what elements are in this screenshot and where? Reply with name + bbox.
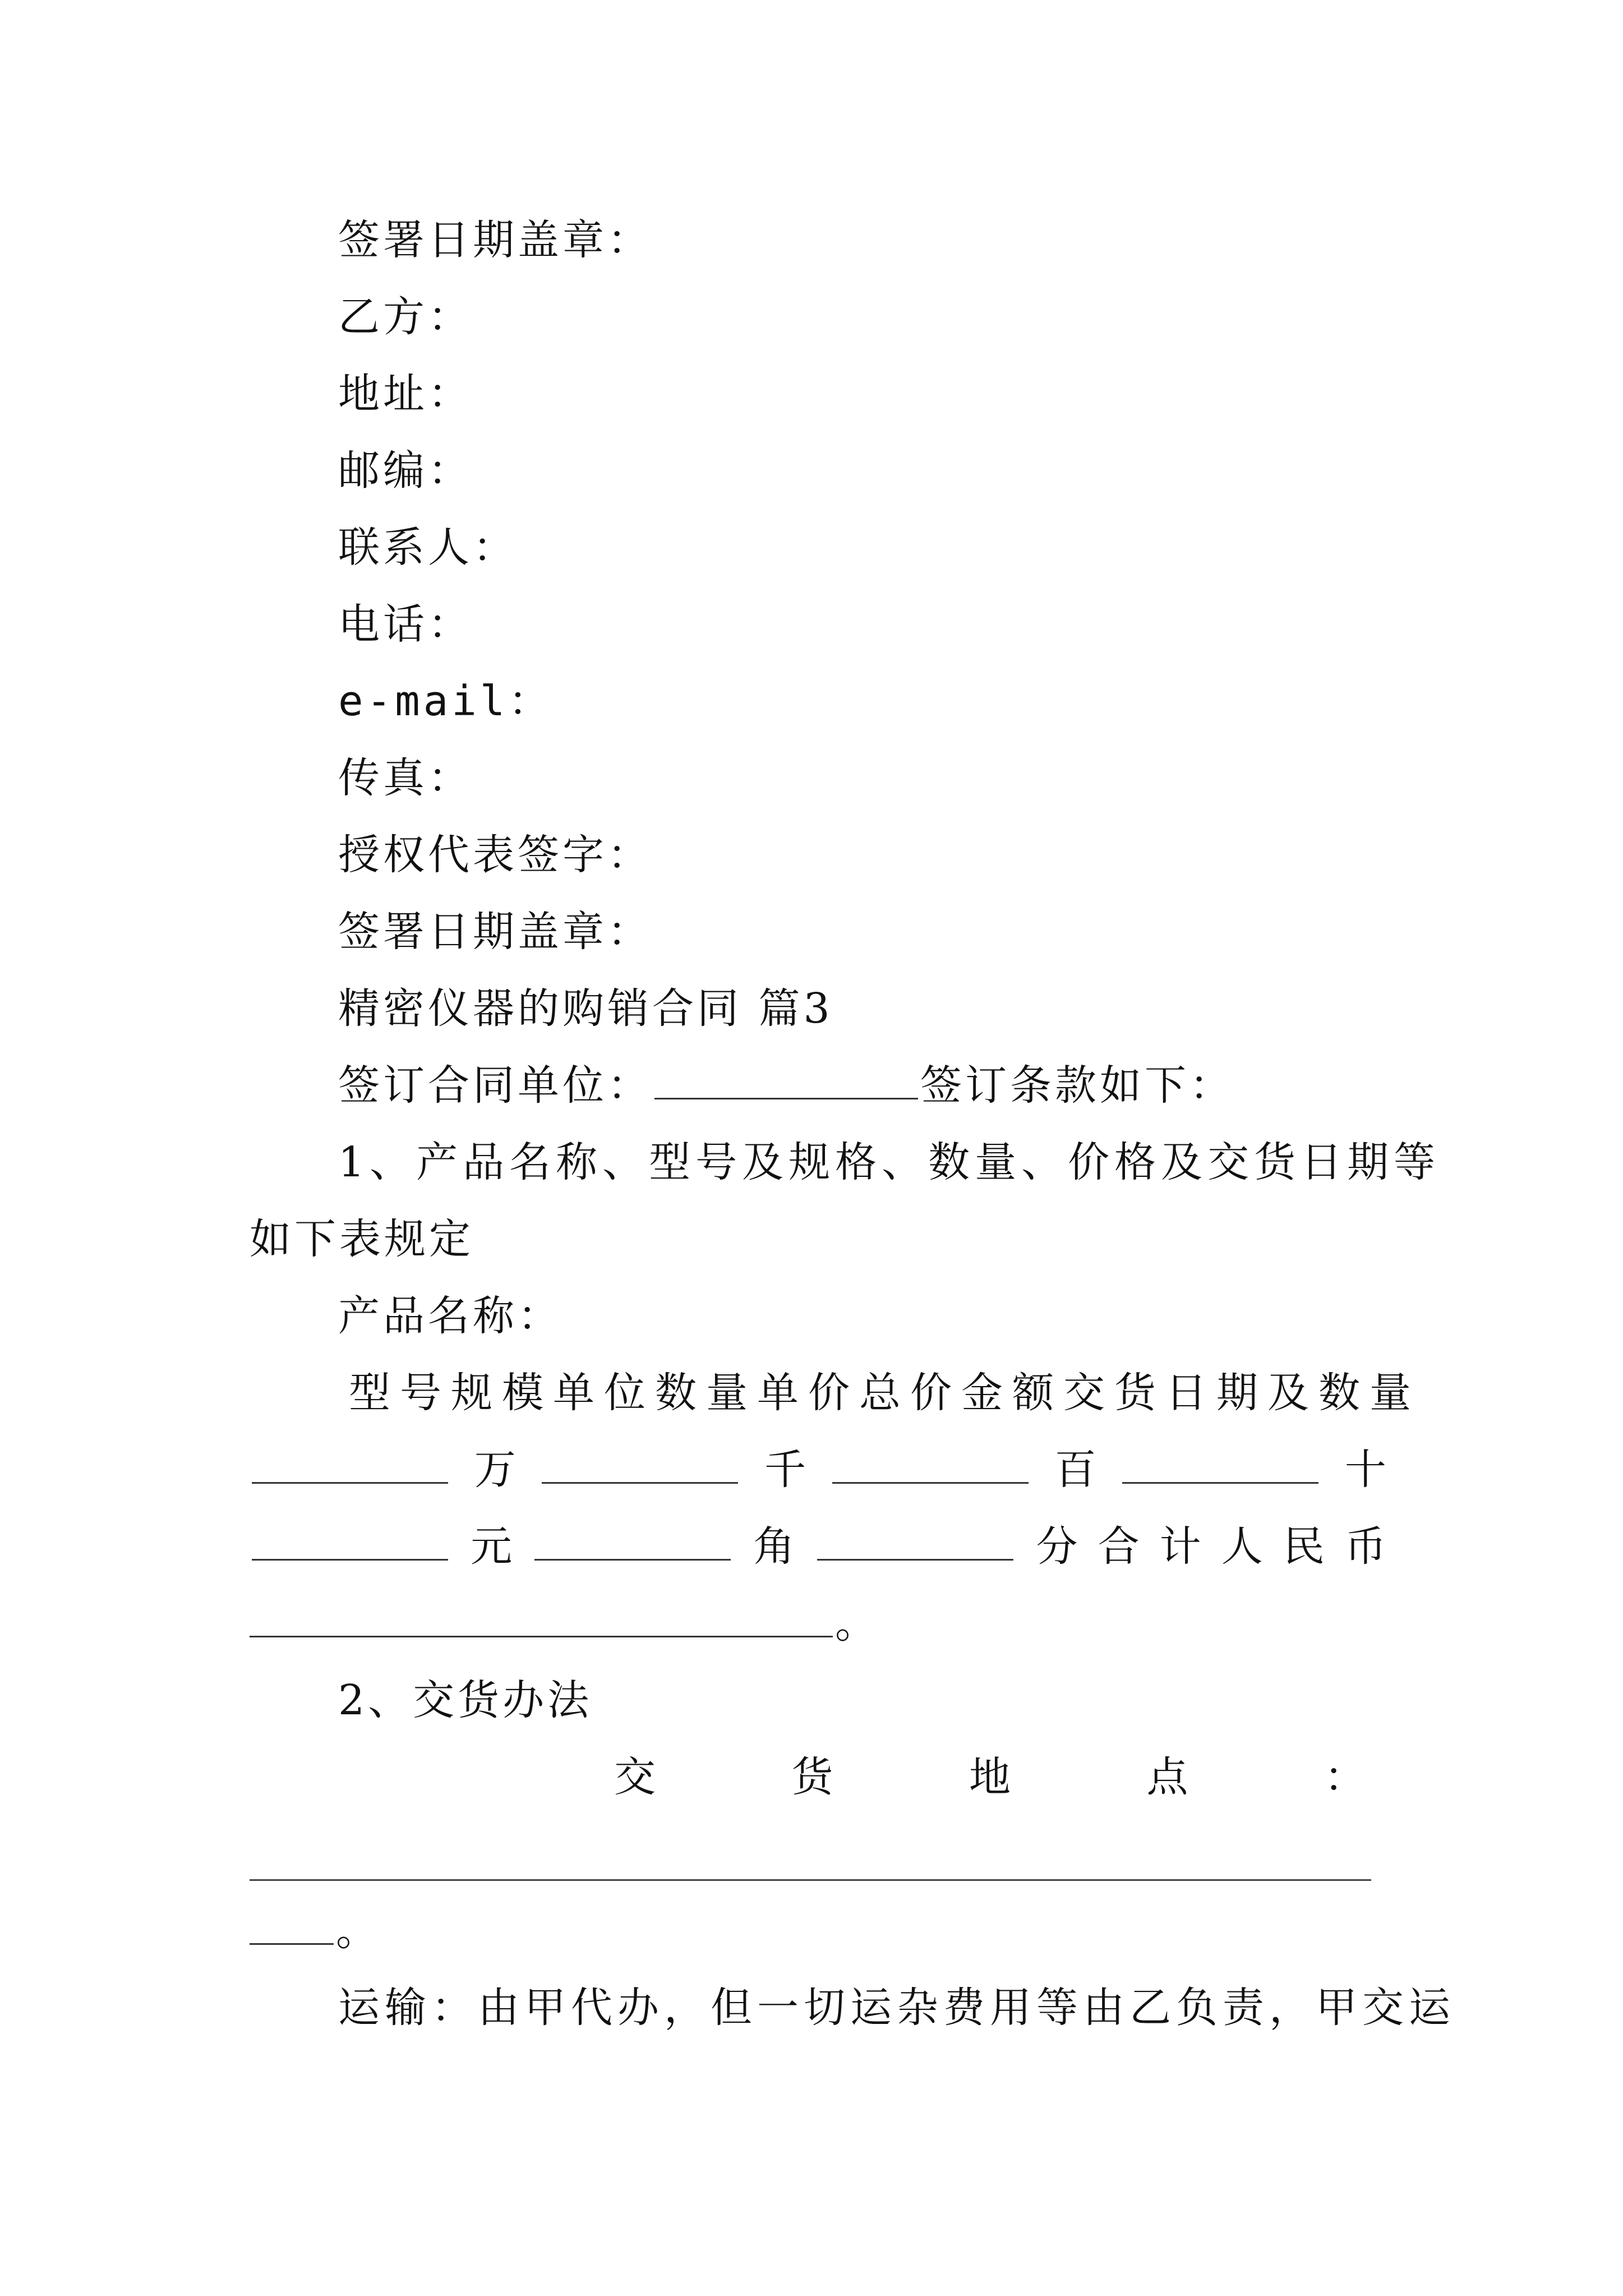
address-label: 地址： xyxy=(338,370,473,418)
amount-blank xyxy=(1122,1448,1318,1484)
total-char-ji: 计 xyxy=(1159,1522,1201,1571)
amount-blank xyxy=(252,1525,448,1561)
unit-bai: 百 xyxy=(1054,1446,1096,1494)
party-b-label: 乙方： xyxy=(338,293,473,341)
amount-row-1 xyxy=(250,1442,1386,1498)
sign-date-seal-label-2: 签署日期盖章： xyxy=(338,908,652,956)
postcode-label: 邮编： xyxy=(338,447,473,495)
contract-unit-label: 签订合同单位： xyxy=(338,1061,652,1110)
delivery-char-1: 交 xyxy=(614,1753,656,1801)
unit-qian: 千 xyxy=(764,1446,806,1494)
delivery-char-5: ： xyxy=(1324,1753,1366,1801)
clause-1-continuation: 如下表规定 xyxy=(250,1215,474,1263)
contract-parties-line xyxy=(338,1057,1234,1114)
delivery-place-blank-long xyxy=(250,1879,1371,1881)
delivery-char-3: 地 xyxy=(969,1753,1011,1801)
contract-unit-blank xyxy=(654,1059,918,1099)
unit-shi: 十 xyxy=(1344,1446,1386,1494)
amount-blank xyxy=(252,1448,448,1484)
unit-jiao: 角 xyxy=(753,1522,795,1571)
contact-person-label: 联系人： xyxy=(338,523,518,572)
unit-yuan: 元 xyxy=(471,1522,513,1571)
total-char-he: 合 xyxy=(1098,1522,1140,1571)
transport-clause-text: 运输：由甲代办，但一切运杂费用等由乙负责，甲交运 xyxy=(338,1984,1455,2032)
clause-1-text: 1、产品名称、型号及规格、数量、价格及交货日期等 xyxy=(338,1138,1441,1186)
amount-blank xyxy=(832,1448,1029,1484)
phone-label: 电话： xyxy=(338,600,473,648)
total-char-bi: 币 xyxy=(1344,1522,1386,1571)
amount-blank xyxy=(817,1525,1013,1561)
amount-blank xyxy=(534,1525,731,1561)
rmb-total-blank xyxy=(250,1596,833,1637)
period: 。 xyxy=(336,1907,381,1955)
period: 。 xyxy=(835,1599,880,1648)
rmb-total-line xyxy=(250,1595,880,1651)
total-char-min: 民 xyxy=(1283,1522,1325,1571)
product-name-label: 产品名称： xyxy=(338,1292,562,1340)
table-header-line: 型号规模单位数量单价总价金额交货日期及数量 xyxy=(349,1369,1421,1417)
fax-label: 传真： xyxy=(338,754,473,802)
sign-date-seal-label-1: 签署日期盖章： xyxy=(338,216,652,264)
delivery-char-2: 货 xyxy=(791,1753,833,1801)
amount-blank xyxy=(542,1448,738,1484)
clause-2-heading: 2、交货办法 xyxy=(338,1676,593,1724)
delivery-place-blank-short xyxy=(250,1904,334,1945)
unit-wan: 万 xyxy=(474,1446,516,1494)
unit-fen: 分 xyxy=(1036,1522,1078,1571)
delivery-place-line xyxy=(614,1749,1366,1805)
terms-intro-label: 签订条款如下： xyxy=(920,1061,1234,1110)
contract-section-title: 精密仪器的购销合同 篇3 xyxy=(338,984,833,1033)
email-label: e-mail： xyxy=(338,677,554,725)
total-char-ren: 人 xyxy=(1221,1522,1263,1571)
delivery-place-end-line xyxy=(250,1903,381,1959)
authorized-signature-label: 授权代表签字： xyxy=(338,831,652,879)
delivery-char-4: 点 xyxy=(1146,1753,1188,1801)
amount-row-2 xyxy=(250,1519,1386,1575)
